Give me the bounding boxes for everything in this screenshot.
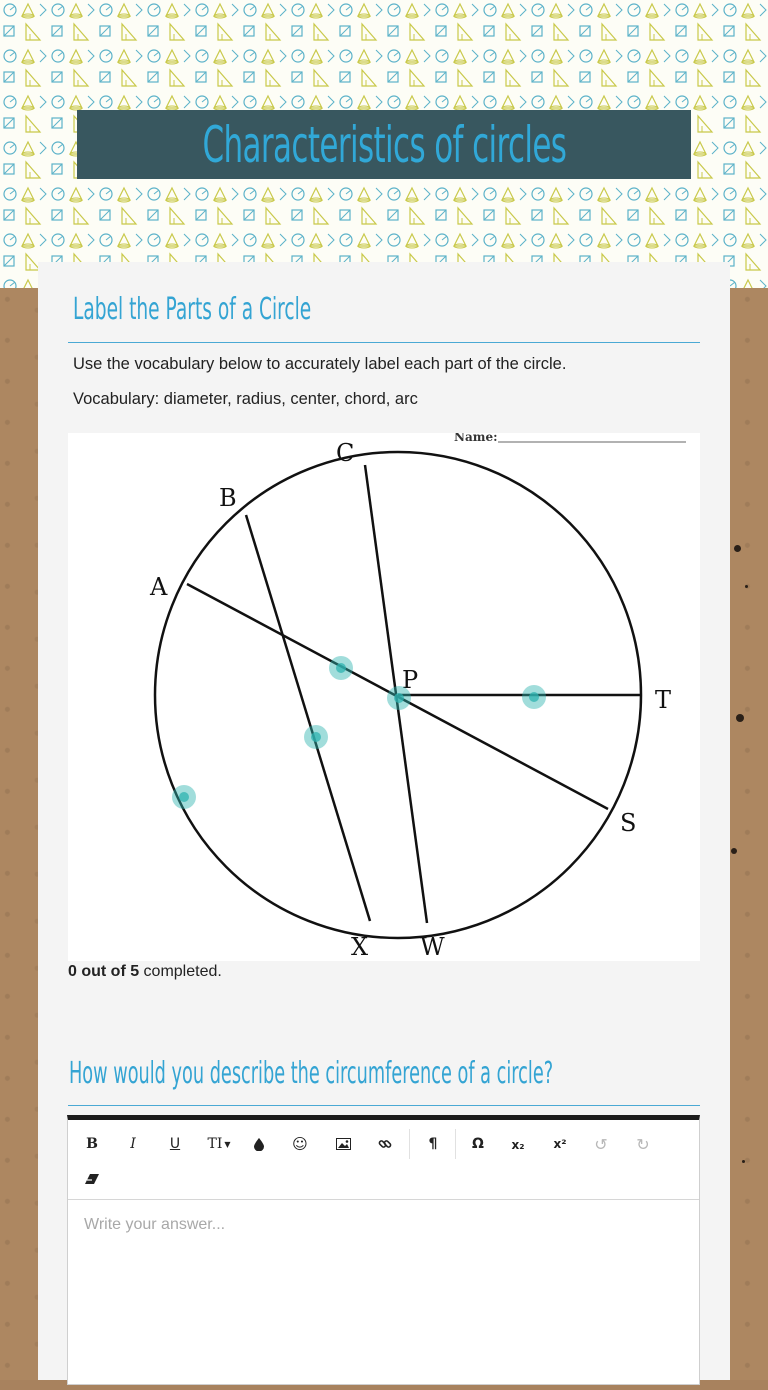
bold-button[interactable]: B [86,1136,98,1152]
special-character-button[interactable]: Ω [472,1136,484,1152]
completion-suffix: completed. [139,963,222,980]
label-hotspots[interactable] [172,656,546,809]
point-label-c: C [336,439,355,467]
cork-spot [745,585,748,588]
hotspot-radius[interactable] [522,685,546,709]
underline-button[interactable]: U [169,1136,181,1152]
vocabulary-text: Vocabulary: diameter, radius, center, chord, arc [73,390,418,408]
name-label: Name: [454,433,498,444]
editor-toolbar [68,1120,699,1200]
hotspot-arc[interactable] [172,785,196,809]
chevron-down-icon: ▼ [224,1139,231,1149]
section-heading-label-parts: Label the Parts of a Circle [73,292,312,327]
text-color-drop-icon[interactable] [245,1131,273,1157]
clear-format-eraser-icon[interactable] [78,1166,106,1192]
point-label-t: T [655,686,672,714]
undo-icon[interactable]: ↺ [594,1134,608,1154]
cork-spot [742,1160,745,1163]
text-size-label: TI [207,1136,223,1152]
circle-diagram [68,433,700,961]
answer-textarea[interactable] [68,1200,699,1390]
cork-spot [736,714,744,722]
section-divider [68,1105,700,1106]
completion-count: 0 out of 5 [68,963,140,980]
image-icon[interactable] [329,1131,357,1157]
superscript-button[interactable]: x² [553,1137,567,1151]
circle-diagram-graphic [68,433,700,961]
cork-spot [731,848,737,854]
paragraph-direction-icon[interactable]: ¶ [428,1136,438,1152]
hotspot-diameter-as[interactable] [329,656,353,680]
instruction-text: Use the vocabulary below to accurately label each part of the circle. [73,355,567,373]
header-pattern [0,0,768,288]
point-label-w: W [420,933,445,961]
emoji-icon[interactable]: ☺ [292,1135,308,1153]
point-label-s: S [620,809,637,837]
completion-status [68,963,222,981]
section-divider [68,342,700,343]
point-label-p: P [402,666,419,694]
toolbar-separator [455,1129,456,1159]
section-heading-circumference: How would you describe the circumference of a circle? [69,1056,554,1091]
page-title: Characteristics of circles [202,115,566,174]
hotspot-center[interactable] [387,686,411,710]
point-label-x: X [351,933,369,961]
title-banner [77,110,691,179]
redo-icon[interactable]: ↻ [636,1134,650,1154]
link-icon[interactable] [371,1131,399,1157]
toolbar-separator [409,1129,410,1159]
hotspot-chord[interactable] [304,725,328,749]
cork-spot [734,545,741,552]
chord-bx [246,515,370,921]
rich-text-editor [67,1115,700,1385]
text-size-button[interactable] [202,1131,236,1157]
point-label-b: B [219,484,237,512]
point-label-a: A [150,573,168,601]
subscript-button[interactable]: x₂ [511,1138,525,1152]
italic-button[interactable]: I [130,1136,136,1152]
